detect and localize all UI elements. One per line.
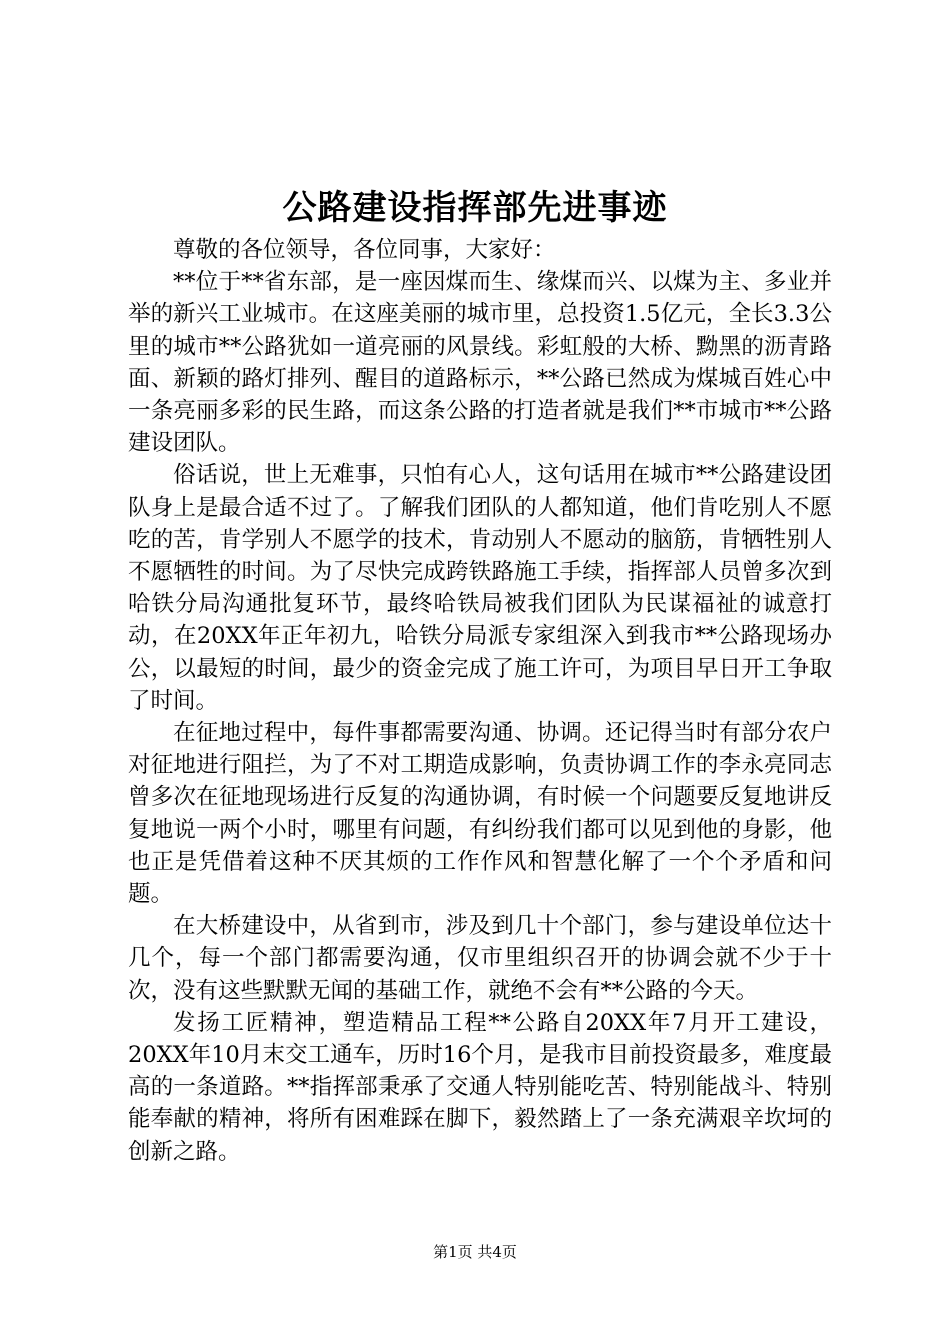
page-number-footer: 第1页 共4页 <box>433 1243 517 1261</box>
city-intro-paragraph: **位于**省东部，是一座因煤而生、缘煤而兴、以煤为主、多业并举的新兴工业城市。在这座美丽的城市里，总投资1.5亿元，全长3.3公里的城市**公路犹如一道亮丽的风景线。彩虹般的大桥、黝黑的沥青路面、新颖的路灯排列、醒目的道路标示，**公路已然成为煤城百姓心中一条亮丽多彩的民生路，而这条公路的打造者就是我们**市城市**公路建设团队。 <box>128 269 832 457</box>
document-body <box>128 234 832 1168</box>
craftsmanship-paragraph: 发扬工匠精神，塑造精品工程**公路自20XX年7月开工建设，20XX年10月末交工通车，历时16个月，是我市目前投资最多，难度最高的一条道路。**指挥部秉承了交通人特别能吃苦、特别能战斗、特别能奉献的精神，将所有困难踩在脚下，毅然踏上了一条充满艰辛坎坷的创新之路。 <box>128 1009 832 1165</box>
bridge-construction-paragraph: 在大桥建设中，从省到市，涉及到几十个部门，参与建设单位达十几个，每一个部门都需要沟通，仅市里组织召开的协调会就不少于十次，没有这些默默无闻的基础工作，就绝不会有**公路的今天。 <box>128 913 832 1004</box>
team-dedication-paragraph: 俗话说，世上无难事，只怕有心人，这句话用在城市**公路建设团队身上是最合适不过了。了解我们团队的人都知道，他们肯吃别人不愿吃的苦，肯学别人不愿学的技术，肯动别人不愿动的脑筋，肯牺牲别人不愿牺牲的时间。为了尽快完成跨铁路施工手续，指挥部人员曾多次到哈铁分局沟通批复环节，最终哈铁局被我们团队为民谋福祉的诚意打动，在20XX年正年初九，哈铁分局派专家组深入到我市**公路现场办公，以最短的时间，最少的资金完成了施工许可，为项目早日开工争取了时间。 <box>128 462 832 714</box>
greeting-paragraph: 尊敬的各位领导，各位同事，大家好： <box>173 237 556 263</box>
land-acquisition-paragraph: 在征地过程中，每件事都需要沟通、协调。还记得当时有部分农户对征地进行阻拦，为了不对工期造成影响，负责协调工作的李永亮同志曾多次在征地现场进行反复的沟通协调，有时候一个问题要反复地讲反复地说一两个小时，哪里有问题，有纠纷我们都可以见到他的身影，他也正是凭借着这种不厌其烦的工作作风和智慧化解了一个个矛盾和问题。 <box>128 720 832 908</box>
document-title: 公路建设指挥部先进事迹 <box>282 188 668 228</box>
